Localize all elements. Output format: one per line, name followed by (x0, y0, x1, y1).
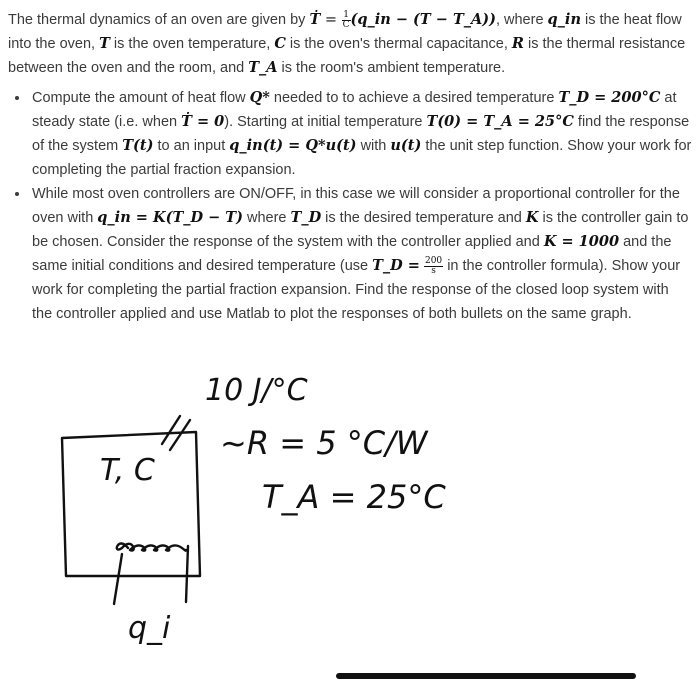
controller-equation: q_in = K(T_D − T) (97, 209, 243, 226)
intro-text-6: is the thermal resistance between the oven and the room, and (8, 36, 686, 76)
t-symbol: T (99, 35, 110, 52)
intro-text-1: The thermal dynamics of an oven are given by (8, 12, 310, 28)
heater-coil-icon (117, 543, 186, 550)
frac-denominator: s (431, 265, 436, 276)
b1-text-3: at steady state (i.e. when (32, 90, 677, 130)
b1-text-6: to an input (153, 138, 230, 154)
intro-text-7: is the room's ambient temperature. (277, 60, 506, 76)
heat-input-label: q_i (128, 611, 171, 646)
handwritten-oven-sketch (0, 340, 700, 670)
bullet-controller (30, 182, 692, 326)
intro-text-4: is the oven temperature, (109, 36, 275, 52)
one-over-c-fraction: $\frac{1}{C}$ (342, 9, 350, 30)
td-symbol: T_D (290, 209, 322, 226)
k-symbol: K (525, 209, 539, 226)
tt-symbol: T(t) (122, 137, 154, 154)
task-list (8, 86, 692, 326)
intro-text-2: , where (495, 12, 548, 28)
c-symbol: C (274, 35, 286, 52)
k-equation: K = 1000 (543, 233, 620, 250)
intro-text-5: is the oven's thermal capacitance, (285, 36, 512, 52)
b2-text-2: where (242, 210, 291, 226)
b1-text-7: with (356, 138, 391, 154)
heater-wire-right (186, 546, 188, 602)
equals-sign: = (320, 12, 342, 28)
two-hundred-over-s-fraction (424, 257, 443, 276)
frac-numerator: 200 (424, 255, 443, 266)
resistance-annotation: ~R = 5 °C/W (220, 424, 428, 462)
td-s-symbol: T_D = (372, 257, 420, 274)
input-equation: q_in(t) = Q*u(t) (229, 137, 357, 154)
b1-text-8: the unit step function. Show your work for completing the partial fraction expansion. (32, 138, 692, 178)
intro-paragraph (8, 8, 692, 80)
initial-temp-equation: T(0) = T_A = 25°C (426, 113, 574, 130)
bullet-steady-state (30, 86, 692, 182)
heater-wire-left (114, 554, 122, 604)
b2-text-3: is the desired temperature and (321, 210, 526, 226)
tdot-symbol: Ṫ (309, 11, 321, 28)
td-equation: T_D = 200°C (558, 89, 661, 106)
b1-text-2: needed to to achieve a desired temperature (269, 90, 559, 106)
b1-text-5: find the response of the system (32, 114, 690, 154)
oven-tc-label: T, C (100, 453, 155, 488)
b1-text-4: ). Starting at initial temperature (224, 114, 427, 130)
dynamics-equation: (q_in − (T − T_A)) (350, 11, 496, 28)
problem-text (8, 8, 692, 326)
b1-text-1: Compute the amount of heat flow (32, 90, 250, 106)
capacitance-annotation: 10 J/°C (205, 373, 308, 408)
home-indicator-bar[interactable] (336, 673, 636, 679)
b2-text-4: is the controller gain to be chosen. Consider the response of the system with the controller applied and (32, 210, 689, 250)
b2-text-5: and the same initial conditions and desired temperature (use (32, 234, 672, 274)
r-symbol: R (511, 35, 524, 52)
b2-text-6: in the controller formula). Show your work for completing the partial fraction expansion. Find the response of the closed loop system with the controller applied and use Matlab to plot the responses of both bullets on the same graph. (32, 258, 681, 322)
qin-symbol: q_in (547, 11, 581, 28)
b2-text-1: While most oven controllers are ON/OFF, in this case we will consider a proportional controller for the oven with (32, 186, 680, 226)
ambient-temp-annotation: T_A = 25°C (262, 478, 446, 516)
tdot-equation: Ṫ = 0 (181, 113, 225, 130)
ut-symbol: u(t) (390, 137, 422, 154)
intro-text-3: is the heat flow into the oven, (8, 12, 682, 52)
qstar-symbol: Q* (249, 89, 270, 106)
ta-symbol: T_A (248, 59, 278, 76)
